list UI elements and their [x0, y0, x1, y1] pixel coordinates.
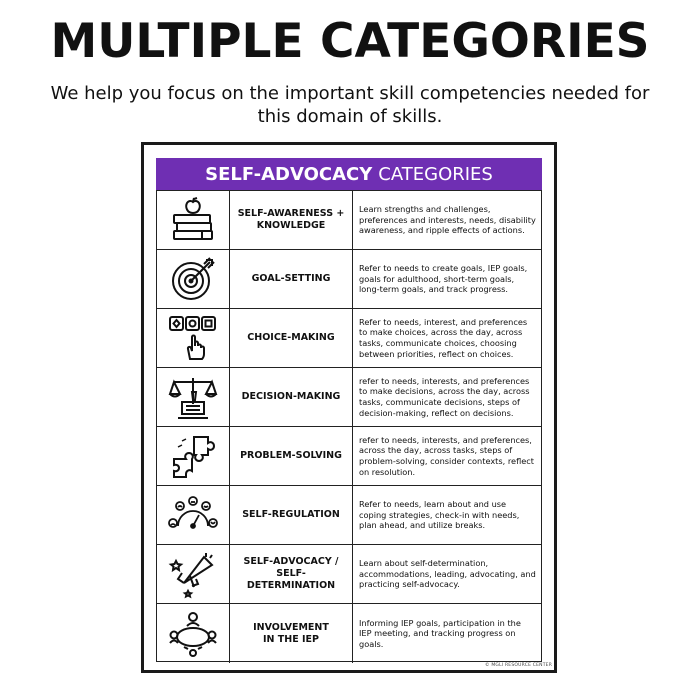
table-row [157, 545, 541, 604]
megaphone-stars-icon [157, 545, 230, 603]
category-name: CHOICE-MAKING [230, 309, 353, 367]
category-name: SELF-REGULATION [230, 486, 353, 544]
category-description: Learn about self-determination, accommodations, leading, advocating, and practicing self-advocacy. [359, 558, 536, 590]
category-description: Refer to needs, interest, and preferences to make choices, across the day, across tasks, communicate choices, choosing between priorities, reflect on choices. [359, 316, 528, 359]
page-subhead [0, 82, 700, 128]
category-description: Informing IEP goals, participation in the IEP meeting, and tracking progress on goals. [359, 617, 521, 649]
table-row [157, 250, 541, 309]
choice-cards-hand-icon [157, 309, 230, 367]
category-description: Refer to needs, learn about and use coping strategies, check-in with needs, plan ahead, and utilize breaks. [359, 499, 520, 531]
subhead-line-1: We help you focus on the important skill competencies needed for [50, 83, 650, 104]
category-description: Learn strengths and challenges, preferences and interests, needs, disability awareness, and ripple effects of actions. [359, 204, 536, 236]
category-name: SELF-AWARENESS + KNOWLEDGE [230, 191, 353, 249]
category-name: PROBLEM-SOLVING [230, 427, 353, 485]
target-arrow-icon [157, 250, 230, 308]
category-name: INVOLVEMENT IN THE IEP [230, 604, 353, 663]
page-headline: MULTIPLE CATEGORIES [50, 14, 650, 69]
table-row [157, 191, 541, 250]
table-row [157, 368, 541, 427]
category-description: Refer to needs to create goals, IEP goals, goals for adulthood, short-term goals, long-term goals, and track progress. [359, 263, 528, 295]
books-apple-icon [157, 191, 230, 249]
balance-scale-icon [157, 368, 230, 426]
category-name: GOAL-SETTING [230, 250, 353, 308]
categories-banner [156, 158, 542, 190]
categories-table [156, 190, 542, 662]
copyright-footer: © MGLI RESOURCE CENTER [485, 663, 553, 668]
category-description: refer to needs, interests, and preferences, across the day, across tasks, steps of problem-solving, consider contexts, reflect on resolution. [359, 434, 534, 477]
banner-bold-text: SELF-ADVOCACY [205, 163, 373, 185]
meeting-table-icon [157, 604, 230, 663]
emotion-gauge-icon [157, 486, 230, 544]
table-row [157, 309, 541, 368]
banner-light-text: CATEGORIES [378, 163, 493, 185]
table-row [157, 427, 541, 486]
category-name: DECISION-MAKING [230, 368, 353, 426]
category-description: refer to needs, interests, and preferences to make decisions, across the day, across tasks, communicate decisions, steps of decision-making, reflect on decisions. [359, 375, 530, 418]
table-row [157, 486, 541, 545]
table-row [157, 604, 541, 663]
puzzle-pieces-icon [157, 427, 230, 485]
category-name: SELF-ADVOCACY / SELF-DETERMINATION [230, 545, 353, 603]
subhead-line-2: this domain of skills. [257, 106, 443, 127]
